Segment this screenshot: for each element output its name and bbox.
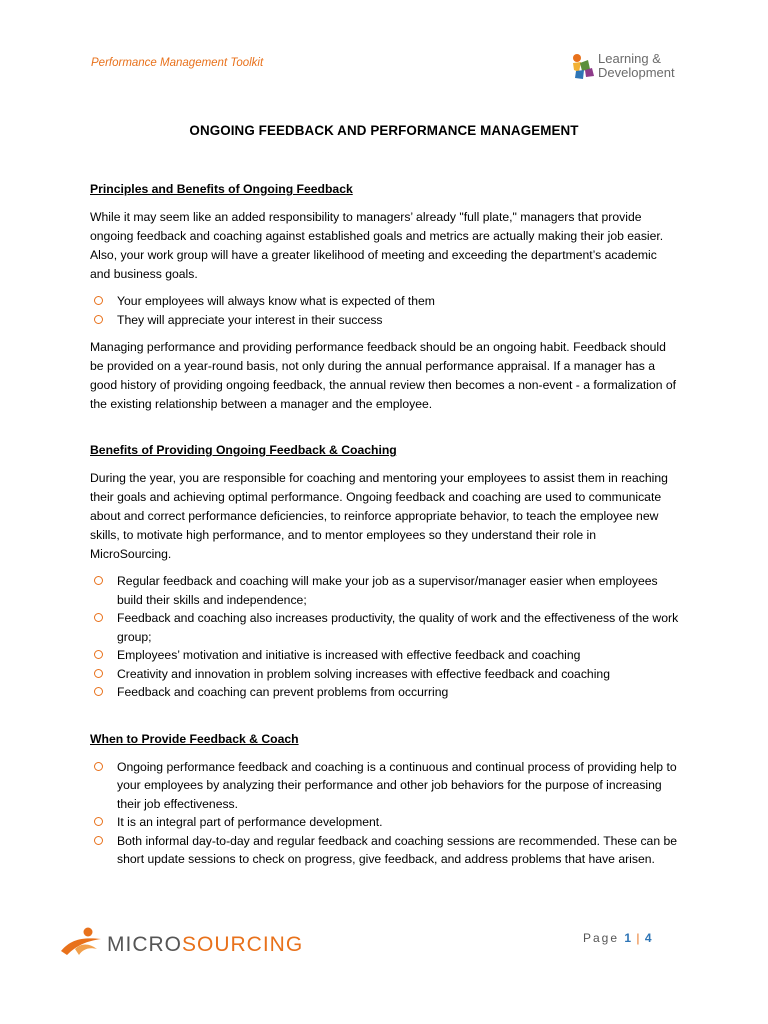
circle-bullet-icon — [94, 613, 103, 622]
circle-bullet-icon — [94, 296, 103, 305]
page-label: Page — [583, 931, 620, 945]
learning-development-logo — [570, 50, 690, 84]
page-current: 1 — [624, 931, 632, 945]
list-item: Feedback and coaching also increases productivity, the quality of work and the effectiveness of the work group; — [90, 609, 680, 646]
section-heading-principles: Principles and Benefits of Ongoing Feedback — [90, 182, 353, 196]
document-title: ONGOING FEEDBACK AND PERFORMANCE MANAGEMENT — [189, 123, 579, 138]
circle-bullet-icon — [94, 687, 103, 696]
bullet-list-when — [90, 758, 680, 869]
circle-bullet-icon — [94, 669, 103, 678]
page-total: 4 — [644, 931, 652, 945]
paragraph: Managing performance and providing performance feedback should be an ongoing habit. Feedback should be provided on a year-round basis, not only during the annual performance appraisal. If a manager has a good history of providing ongoing feedback, the annual review then becomes a non-event - a formalization of the existing relationship between a manager and the employee. — [90, 340, 677, 411]
list-item: Employees’ motivation and initiative is increased with effective feedback and coaching — [90, 646, 680, 665]
section-heading-benefits: Benefits of Providing Ongoing Feedback & Coaching — [90, 443, 397, 457]
toolkit-header-label: Performance Management Toolkit — [91, 57, 264, 69]
logo-text-line1: Learning & — [598, 51, 661, 66]
bullet-list-principles — [90, 292, 680, 329]
list-item: Ongoing performance feedback and coaching is a continuous and continual process of providing help to your employees by analyzing their performance and other job behaviors for the purpose of increasing their job effectiveness. — [90, 758, 680, 814]
page-number: Page 1 | 4 — [583, 931, 652, 945]
microsourcing-wordmark: MICROSOURCING — [107, 933, 304, 956]
list-item: Your employees will always know what is expected of them — [90, 292, 680, 311]
circle-bullet-icon — [94, 315, 103, 324]
logo-text-line2: Development — [598, 65, 675, 80]
list-item: It is an integral part of performance development. — [90, 813, 680, 832]
paragraph: During the year, you are responsible for coaching and mentoring your employees to assist them in reaching their goals and achieving optimal performance. Ongoing feedback and coaching are used to communicate about and correct performance deficiencies, to reinforce appropriate behavior, to teach the employee new skills, to motivate high performance, and to mentor employees so they understand their role in MicroSourcing. — [90, 471, 668, 561]
learning-development-logo-icon — [570, 52, 596, 80]
bullet-list-benefits — [90, 572, 680, 702]
list-item: Feedback and coaching can prevent problems from occurring — [90, 683, 680, 702]
circle-bullet-icon — [94, 650, 103, 659]
section-heading-when: When to Provide Feedback & Coach — [90, 731, 299, 746]
circle-bullet-icon — [94, 762, 103, 771]
microsourcing-logo-icon — [57, 925, 105, 959]
list-item: They will appreciate your interest in their success — [90, 311, 680, 330]
document-body — [90, 180, 680, 878]
microsourcing-logo — [57, 925, 304, 959]
list-item: Creativity and innovation in problem solving increases with effective feedback and coaching — [90, 665, 680, 684]
circle-bullet-icon — [94, 817, 103, 826]
circle-bullet-icon — [94, 836, 103, 845]
paragraph: While it may seem like an added responsibility to managers’ already "full plate," managers that provide ongoing feedback and coaching against established goals and metrics are actually making their job easier. Also, your work group will have a greater likelihood of meeting and exceeding the department’s academic and business goals. — [90, 210, 664, 281]
circle-bullet-icon — [94, 576, 103, 585]
list-item: Both informal day-to-day and regular feedback and coaching sessions are recommended. These can be short update sessions to check on progress, give feedback, and address problems that have arisen. — [90, 832, 680, 869]
list-item: Regular feedback and coaching will make your job as a supervisor/manager easier when employees build their skills and independence; — [90, 572, 680, 609]
